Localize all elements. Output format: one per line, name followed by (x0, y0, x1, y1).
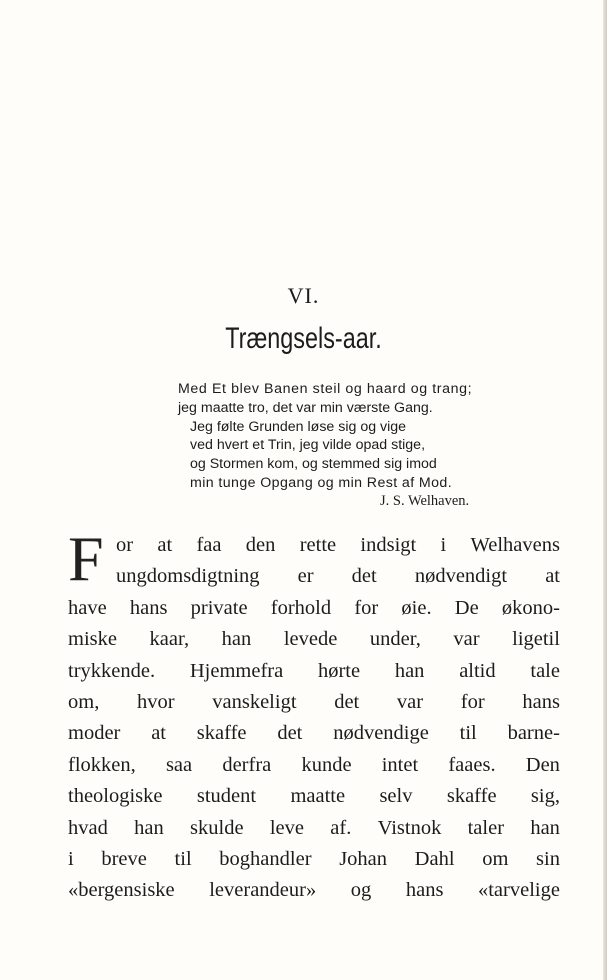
body-word: moder (68, 722, 121, 745)
body-word: theologiske (68, 785, 163, 808)
body-word: kaar, (149, 628, 190, 651)
body-word: tale (530, 659, 560, 682)
body-word: or (116, 534, 134, 556)
body-word: vanskeligt (212, 690, 297, 713)
body-word: han (394, 659, 425, 682)
body-word: hans (522, 690, 560, 713)
body-word: han (221, 628, 252, 651)
body-word: i (440, 534, 447, 556)
epigraph (178, 380, 558, 493)
body-word: for (460, 690, 485, 713)
body-word: han (530, 816, 560, 839)
body-word: barne- (507, 722, 560, 745)
body-word: breve (101, 847, 147, 870)
body-line (116, 530, 560, 561)
drop-cap: F (68, 523, 104, 594)
body-word: under, (369, 628, 421, 651)
body-line (68, 750, 560, 781)
epigraph-line: og Stormen kom, og stemmed sig imod (190, 456, 437, 473)
body-word: at (545, 565, 560, 588)
body-word: selv (379, 785, 413, 808)
body-word: «tarvelige (477, 879, 560, 902)
body-word: at (157, 534, 173, 556)
body-word: forhold (270, 596, 332, 619)
body-line (68, 624, 560, 655)
body-word: ligetil (512, 628, 560, 651)
body-word: til (174, 847, 192, 870)
body-word: og (350, 879, 372, 902)
body-word: leve (269, 816, 304, 839)
body-word: altid (459, 659, 496, 682)
body-word: hans (129, 596, 168, 619)
body-word: faaes. (448, 753, 496, 776)
body-word: maatte (290, 785, 346, 808)
body-word: skulde (190, 816, 244, 839)
body-word: De (454, 596, 479, 619)
body-word: faa (196, 534, 222, 556)
body-word: student (196, 785, 257, 808)
body-word: «bergensiske (68, 879, 175, 902)
body-word: at (151, 722, 166, 745)
body-line (68, 781, 560, 812)
epigraph-line: Med Et blev Banen steil og haard og trang; (178, 381, 473, 397)
epigraph-line: ved hvert et Trin, jeg vilde opad stige, (190, 437, 426, 454)
body-line (68, 656, 560, 687)
body-word: taler (467, 816, 505, 839)
epigraph-line: Jeg følte Grunden løse sig og vige (190, 418, 407, 435)
body-word: det (334, 690, 360, 713)
body-word: saa (165, 753, 193, 776)
body-word: var (453, 628, 480, 651)
body-word: det (351, 565, 377, 588)
body-word: om (482, 847, 509, 870)
body-word: flokken, (68, 753, 136, 776)
body-word: hørte (317, 659, 361, 682)
body-word: Vistnok (377, 816, 442, 839)
body-word: miske (68, 628, 117, 651)
body-word: leverandeur» (209, 879, 317, 902)
body-word: er (297, 565, 314, 588)
body-word: Hjemmefra (189, 659, 284, 682)
body-word: hans (405, 879, 444, 902)
chapter-number: VI. (287, 283, 320, 308)
body-line (68, 718, 560, 749)
body-line (68, 813, 560, 844)
chapter-title: Trængsels-aar. (225, 322, 382, 355)
body-word: hvor (137, 690, 175, 713)
body-word: for (354, 596, 379, 619)
epigraph-line: jeg maatte tro, det var min værste Gang. (178, 399, 433, 416)
body-word: sin (536, 847, 560, 870)
body-word: levede (283, 628, 338, 651)
body-word: skaffe (446, 785, 497, 808)
body-line (68, 593, 560, 624)
body-word: ungdomsdigtning (116, 565, 260, 588)
body-word: øie. (401, 596, 432, 619)
epigraph-line: min tunge Opgang og min Rest af Mod. (190, 474, 453, 491)
body-line (68, 844, 560, 875)
body-word: om, (68, 690, 100, 713)
body-word: trykkende. (68, 659, 156, 682)
body-word: Dahl (414, 847, 455, 870)
body-word: til (459, 722, 477, 745)
body-word: var (396, 690, 424, 713)
body-word: private (190, 596, 248, 619)
body-word: han (134, 816, 164, 839)
body-word: nødvendigt (414, 565, 508, 588)
body-word: rette (299, 534, 337, 556)
body-word: sig, (530, 785, 560, 808)
body-word: den (245, 534, 276, 556)
epigraph-author: J. S. Welhaven. (380, 493, 470, 509)
body-word: indsigt (360, 534, 417, 556)
body-word: boghandler (219, 847, 312, 870)
body-word: kunde (301, 753, 352, 776)
body-word: intet (381, 753, 419, 776)
body-word: i (68, 847, 74, 870)
body-line (116, 561, 560, 592)
body-word: nødvendige (333, 722, 429, 745)
body-word: det (277, 722, 303, 745)
body-word: Johan (339, 847, 388, 870)
body-line (68, 875, 560, 906)
body-word: økono- (501, 596, 560, 619)
page-edge-shadow (603, 0, 607, 980)
body-paragraph (68, 530, 560, 907)
body-word: af. (330, 816, 352, 839)
body-word: skaffe (196, 722, 247, 745)
body-word: hvad (68, 816, 108, 839)
body-word: Den (525, 753, 560, 776)
body-word: have (68, 596, 107, 619)
body-word: derfra (222, 753, 272, 776)
body-word: Welhavens (470, 534, 560, 556)
body-line (68, 687, 560, 718)
